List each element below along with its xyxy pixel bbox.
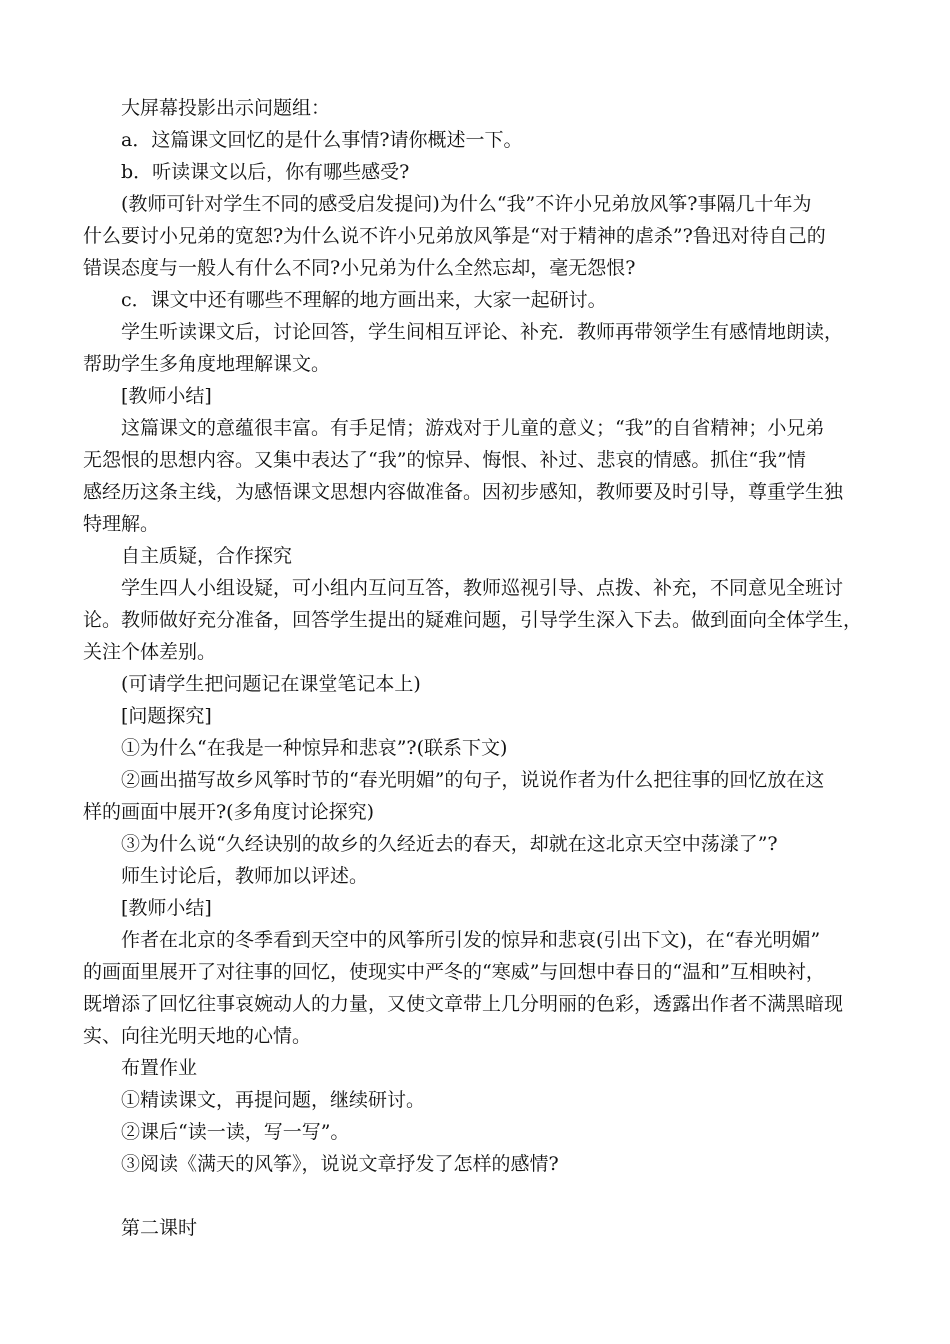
text-line: 感经历这条主线，为感悟课文思想内容做准备。因初步感知，教师要及时引导，尊重学生独 xyxy=(83,481,844,503)
section-label: [教师小结] xyxy=(121,897,212,919)
text-line: 什么要讨小兄弟的宽恕?为什么说不许小兄弟放风筝是“对于精神的虐杀”?鲁迅对待自己的 xyxy=(83,225,826,247)
text-line: 论。教师做好充分准备，回答学生提出的疑难问题，引导学生深入下去。做到面向全体学生， xyxy=(83,609,863,631)
question-item: ③为什么说“久经诀别的故乡的久经近去的春天，却就在这北京天空中荡漾了”? xyxy=(121,833,778,855)
section-heading: 第二课时 xyxy=(121,1217,198,1239)
question-item: ②画出描写故乡风筝时节的“春光明媚”的句子，说说作者为什么把往事的回忆放在这 xyxy=(121,769,825,791)
text-line: 的画面里展开了对往事的回忆，使现实中严冬的“寒威”与回想中春日的“温和”互相映衬， xyxy=(83,961,825,983)
text-line: (可请学生把问题记在课堂笔记本上) xyxy=(121,673,421,695)
homework-item: ①精读课文，再提问题，继续研讨。 xyxy=(121,1089,426,1111)
text-line: 大屏幕投影出示问题组： xyxy=(121,97,331,119)
text-line: 错误态度与一般人有什么不同?小兄弟为什么全然忘却，毫无怨恨? xyxy=(83,257,636,279)
text-line: 样的画面中展开?(多角度讨论探究) xyxy=(83,801,375,823)
section-heading: 布置作业 xyxy=(121,1057,198,1079)
spacer xyxy=(83,1180,873,1212)
homework-item: ②课后“读一读，写一写”。 xyxy=(121,1121,350,1143)
section-label: [问题探究] xyxy=(121,705,212,727)
text-line: 无怨恨的思想内容。又集中表达了“我”的惊异、悔恨、补过、悲哀的情感。抓住“我”情 xyxy=(83,449,806,471)
text-line: 学生四人小组设疑，可小组内互问互答，教师巡视引导、点拨、补充，不同意见全班讨 xyxy=(121,577,844,599)
text-line: 实、向往光明天地的心情。 xyxy=(83,1025,312,1047)
document-body xyxy=(83,92,873,1244)
text-line: b．听读课文以后，你有哪些感受? xyxy=(121,161,410,183)
text-line: 既增添了回忆往事哀婉动人的力量，又使文章带上几分明丽的色彩，透露出作者不满黑暗现 xyxy=(83,993,844,1015)
text-line: 师生讨论后，教师加以评述。 xyxy=(121,865,369,887)
homework-item: ③阅读《满天的风筝》，说说文章抒发了怎样的感情? xyxy=(121,1153,559,1175)
text-line: (教师可针对学生不同的感受启发提问)为什么“我”不许小兄弟放风筝?事隔几十年为 xyxy=(121,193,812,215)
text-line: a．这篇课文回忆的是什么事情?请你概述一下。 xyxy=(121,129,523,151)
text-line: 特理解。 xyxy=(83,513,160,535)
text-line: 作者在北京的冬季看到天空中的风筝所引发的惊异和悲哀(引出下文)，在“春光明媚” xyxy=(121,929,821,951)
text-line: c．课文中还有哪些不理解的地方画出来，大家一起研讨。 xyxy=(121,289,607,311)
text-line: 这篇课文的意蕴很丰富。有手足情；游戏对于儿童的意义；“我”的自省精神；小兄弟 xyxy=(121,417,825,439)
section-heading: 自主质疑，合作探究 xyxy=(121,545,293,567)
question-item: ①为什么“在我是一种惊异和悲哀”?(联系下文) xyxy=(121,737,508,759)
text-line: 关注个体差别。 xyxy=(83,641,217,663)
section-label: [教师小结] xyxy=(121,385,212,407)
text-line: 帮助学生多角度地理解课文。 xyxy=(83,353,331,375)
text-line: 学生听读课文后，讨论回答，学生间相互评论、补充．教师再带领学生有感情地朗读， xyxy=(121,321,844,343)
